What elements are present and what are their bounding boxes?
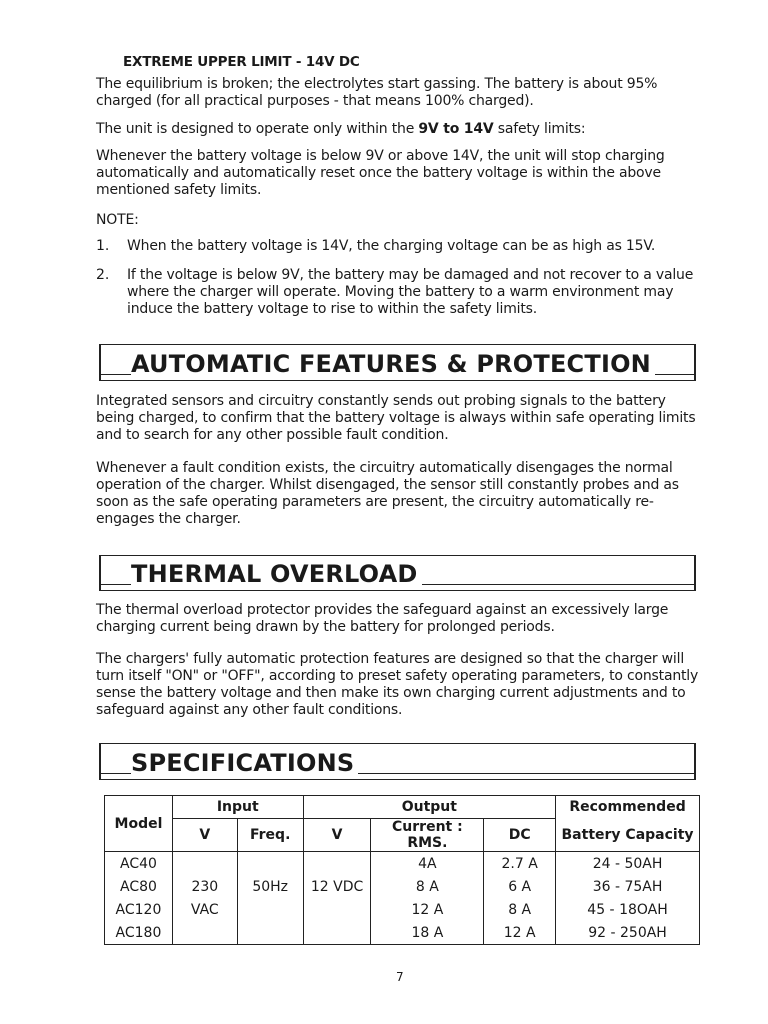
col-header-input-v: V (172, 819, 237, 852)
input-voltage-unit-cell: VAC (172, 898, 237, 921)
table-subheader-row (105, 819, 700, 852)
specifications-heading-box (99, 743, 696, 780)
table-row (105, 921, 700, 945)
equilibrium-paragraph: The equilibrium is broken; the electrolytes start gassing. The battery is about 95% charged (for all practical purposes - that means 100% charged). (96, 76, 658, 109)
current-cell: 8 A (371, 875, 484, 898)
capacity-cell: 45 - 18OAH (556, 898, 700, 921)
stop-charging-paragraph: Whenever the battery voltage is below 9V or above 14V, the unit will stop charging automatically and automatically reset once the battery voltage is within the above mentioned safety limits. (96, 148, 665, 198)
capacity-cell: 24 - 50AH (556, 852, 700, 876)
capacity-cell: 36 - 75AH (556, 875, 700, 898)
col-header-freq: Freq. (237, 819, 303, 852)
col-header-recommended: Recommended (556, 796, 700, 819)
safety-limits-text-post: safety limits: (493, 121, 586, 137)
col-header-capacity: Battery Capacity (556, 819, 700, 852)
note-label: NOTE: (96, 212, 139, 228)
frequency-cell: 50Hz (237, 875, 303, 898)
specifications-heading: SPECIFICATIONS (131, 750, 358, 776)
automatic-protection-paragraph: The chargers' fully automatic protection features are designed so that the charger will turn itself "ON" or "OFF", according to preset safety operating parameters, to constantly sense the battery voltage and then make its own charging current adjustments and to safeguard against any other fault conditions. (96, 651, 699, 718)
model-cell: AC180 (105, 921, 173, 945)
current-cell: 12 A (371, 898, 484, 921)
fault-condition-paragraph: Whenever a fault condition exists, the circuitry automatically disengages the normal operation of the charger. Whilst disengaged, the sensor still constantly probes and as soon as the safe operating parameters are present, the circuitry automatically re-engages the charger. (96, 460, 679, 527)
note-number: 2. (96, 267, 110, 283)
col-header-model: Model (105, 796, 173, 852)
extreme-upper-limit-subhead: EXTREME UPPER LIMIT - 14V DC (123, 54, 360, 70)
col-header-output-v: V (303, 819, 371, 852)
current-cell: 18 A (371, 921, 484, 945)
page-number: 7 (396, 970, 404, 984)
note-text: If the voltage is below 9V, the battery may be damaged and not recover to a value where the charger will operate. Moving the battery to a warm environment may induce the battery voltage to rise to within the safety limits. (127, 267, 694, 317)
current-cell: 4A (371, 852, 484, 876)
note-text: When the battery voltage is 14V, the charging voltage can be as high as 15V. (127, 238, 656, 254)
col-header-output: Output (303, 796, 555, 819)
automatic-features-heading: AUTOMATIC FEATURES & PROTECTION (131, 351, 655, 377)
dc-cell: 8 A (484, 898, 556, 921)
table-row (105, 875, 700, 898)
table-row (105, 898, 700, 921)
thermal-overload-heading: THERMAL OVERLOAD (131, 561, 422, 587)
automatic-features-heading-box (99, 344, 696, 381)
model-cell: AC40 (105, 852, 173, 876)
safety-limits-range: 9V to 14V (418, 121, 494, 137)
thermal-overload-heading-box (99, 555, 696, 591)
safety-limits-text-pre: The unit is designed to operate only within the (96, 121, 419, 137)
dc-cell: 2.7 A (484, 852, 556, 876)
dc-cell: 6 A (484, 875, 556, 898)
input-voltage-cell: 230 (172, 875, 237, 898)
table-row (105, 852, 700, 876)
table-header-row (105, 796, 700, 819)
integrated-sensors-paragraph: Integrated sensors and circuitry constantly sends out probing signals to the battery being charged, to confirm that the battery voltage is always within safe operating limits and to search for any other possible fault condition. (96, 393, 696, 443)
output-voltage-cell: 12 VDC (303, 875, 371, 898)
model-cell: AC120 (105, 898, 173, 921)
col-header-dc: DC (484, 819, 556, 852)
col-header-input: Input (172, 796, 303, 819)
dc-cell: 12 A (484, 921, 556, 945)
model-cell: AC80 (105, 875, 173, 898)
col-header-current: Current : RMS. (371, 819, 484, 852)
capacity-cell: 92 - 250AH (556, 921, 700, 945)
thermal-overload-paragraph: The thermal overload protector provides the safeguard against an excessively large charging current being drawn by the battery for prolonged periods. (96, 602, 669, 635)
specifications-table (104, 795, 700, 945)
safety-limits-paragraph (96, 121, 702, 138)
note-number: 1. (96, 238, 110, 254)
